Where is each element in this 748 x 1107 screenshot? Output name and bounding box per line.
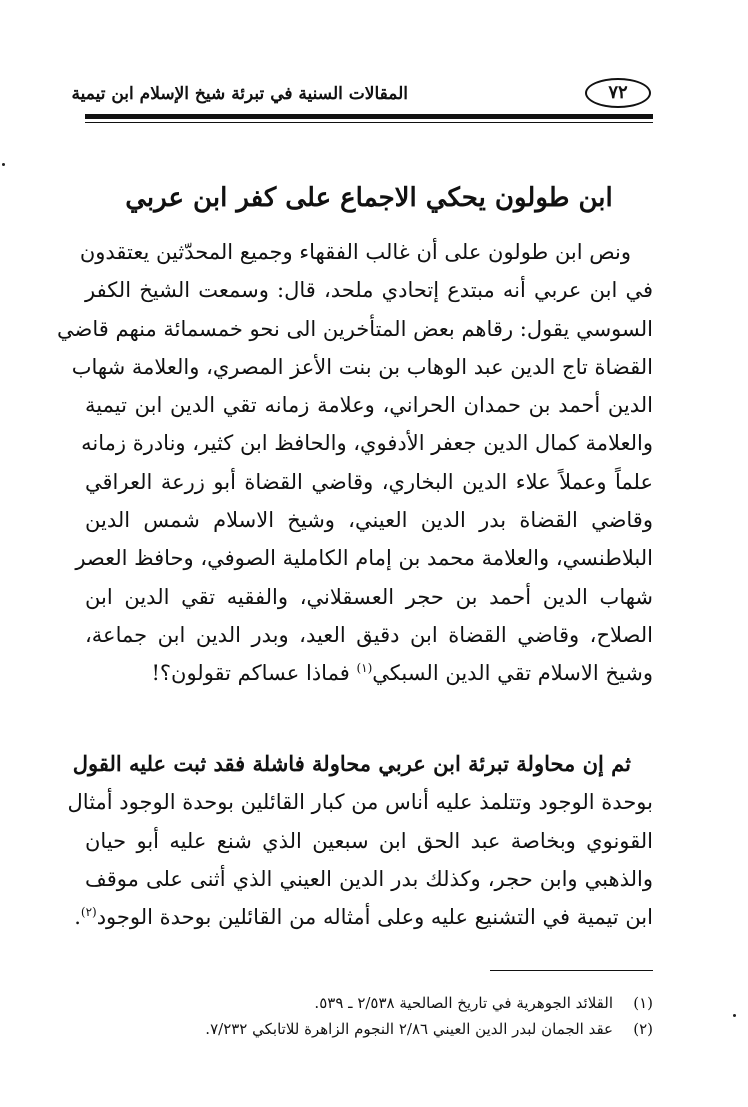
text-line: الصلاح، وقاضي القضاة ابن دقيق العيد، وبدر الدين ابن جماعة، xyxy=(85,622,653,647)
text-fragment: . xyxy=(74,905,81,930)
footnote-ref-2: (٢) xyxy=(80,905,97,920)
text-line: السوسي يقول: رقاهم بعض المتأخرين الى نحو خمسمائة منهم قاضي xyxy=(57,316,653,341)
footnote-marker: (٢) xyxy=(633,1020,653,1038)
header-rule-thick xyxy=(85,114,653,119)
text-fragment: وشيخ الاسلام تقي الدين السبكي xyxy=(372,661,653,686)
text-line-final xyxy=(74,898,653,936)
text-line: في ابن عربي أنه مبتدع إتحادي ملحد، قال: وسمعت الشيخ الكفر xyxy=(85,278,653,303)
page-number-text: ٧٢ xyxy=(608,82,628,103)
text-line: القضاة تاج الدين عبد الوهاب بن بنت الأعز المصري، والعلامة شهاب xyxy=(71,354,653,379)
header-rule-thin xyxy=(85,122,653,123)
scan-speck xyxy=(733,1014,736,1017)
paragraph-1 xyxy=(57,233,653,693)
text-line: والذهبي وابن حجر، وكذلك بدر الدين العيني الذي أثنى على موقف xyxy=(85,866,653,891)
text-line: الدين أحمد بن حمدان الحراني، وعلامة زمانه تقي الدين ابن تيمية xyxy=(85,393,653,418)
text-line: شهاب الدين أحمد بن حجر العسقلاني، والفقيه تقي الدين ابن xyxy=(85,584,653,609)
text-line: ثم إن محاولة تبرئة ابن عربي محاولة فاشلة فقد ثبت عليه القول xyxy=(72,751,631,776)
paragraph-2 xyxy=(67,745,653,936)
footnote-item xyxy=(85,1016,653,1042)
footnote-item xyxy=(85,990,653,1016)
text-line: ونص ابن طولون على أن غالب الفقهاء وجميع المحدّثين يعتقدون xyxy=(79,240,631,264)
text-fragment: ابن تيمية في التشنيع عليه وعلى أمثاله من القائلين بوحدة الوجود xyxy=(96,905,653,930)
page-number xyxy=(585,78,651,108)
text-line: القونوي وبخاصة عبد الحق ابن سبعين الذي شنع عليه أبو حيان xyxy=(85,828,653,853)
running-title: المقالات السنية في تبرئة شيخ الإسلام ابن تيمية xyxy=(71,84,408,104)
text-line: بوحدة الوجود وتتلمذ عليه أناس من كبار القائلين بوحدة الوجود أمثال xyxy=(67,790,653,815)
footnote-text: القلائد الجوهرية في تاريخ الصالحية ٢/٥٣٨ ـ ٥٣٩. xyxy=(314,994,613,1012)
text-line: وقاضي القضاة بدر الدين العيني، وشيخ الاسلام شمس الدين xyxy=(85,508,653,533)
footnotes xyxy=(85,990,653,1042)
chapter-heading: ابن طولون يحكي الاجماع على كفر ابن عربي xyxy=(125,183,613,213)
text-line: والعلامة كمال الدين جعفر الأدفوي، والحافظ ابن كثير، ونادرة زمانه xyxy=(81,431,653,456)
scan-speck xyxy=(2,163,5,166)
footnote-ref-1: (١) xyxy=(356,661,373,676)
text-line: البلاطنسي، والعلامة محمد بن إمام الكاملية الصوفي، وحافظ العصر xyxy=(75,546,653,571)
text-fragment: فماذا عساكم تقولون؟! xyxy=(151,661,357,686)
footnote-text: عقد الجمان لبدر الدين العيني ٢/٨٦ النجوم الزاهرة للاتابكي ٧/٢٣٢. xyxy=(205,1020,613,1038)
text-line: علماً وعملاً علاء الدين البخاري، وقاضي القضاة أبو زرعة العراقي xyxy=(85,469,653,494)
text-line-final xyxy=(85,654,653,692)
footnote-marker: (١) xyxy=(633,994,653,1012)
footnote-separator xyxy=(490,970,653,971)
